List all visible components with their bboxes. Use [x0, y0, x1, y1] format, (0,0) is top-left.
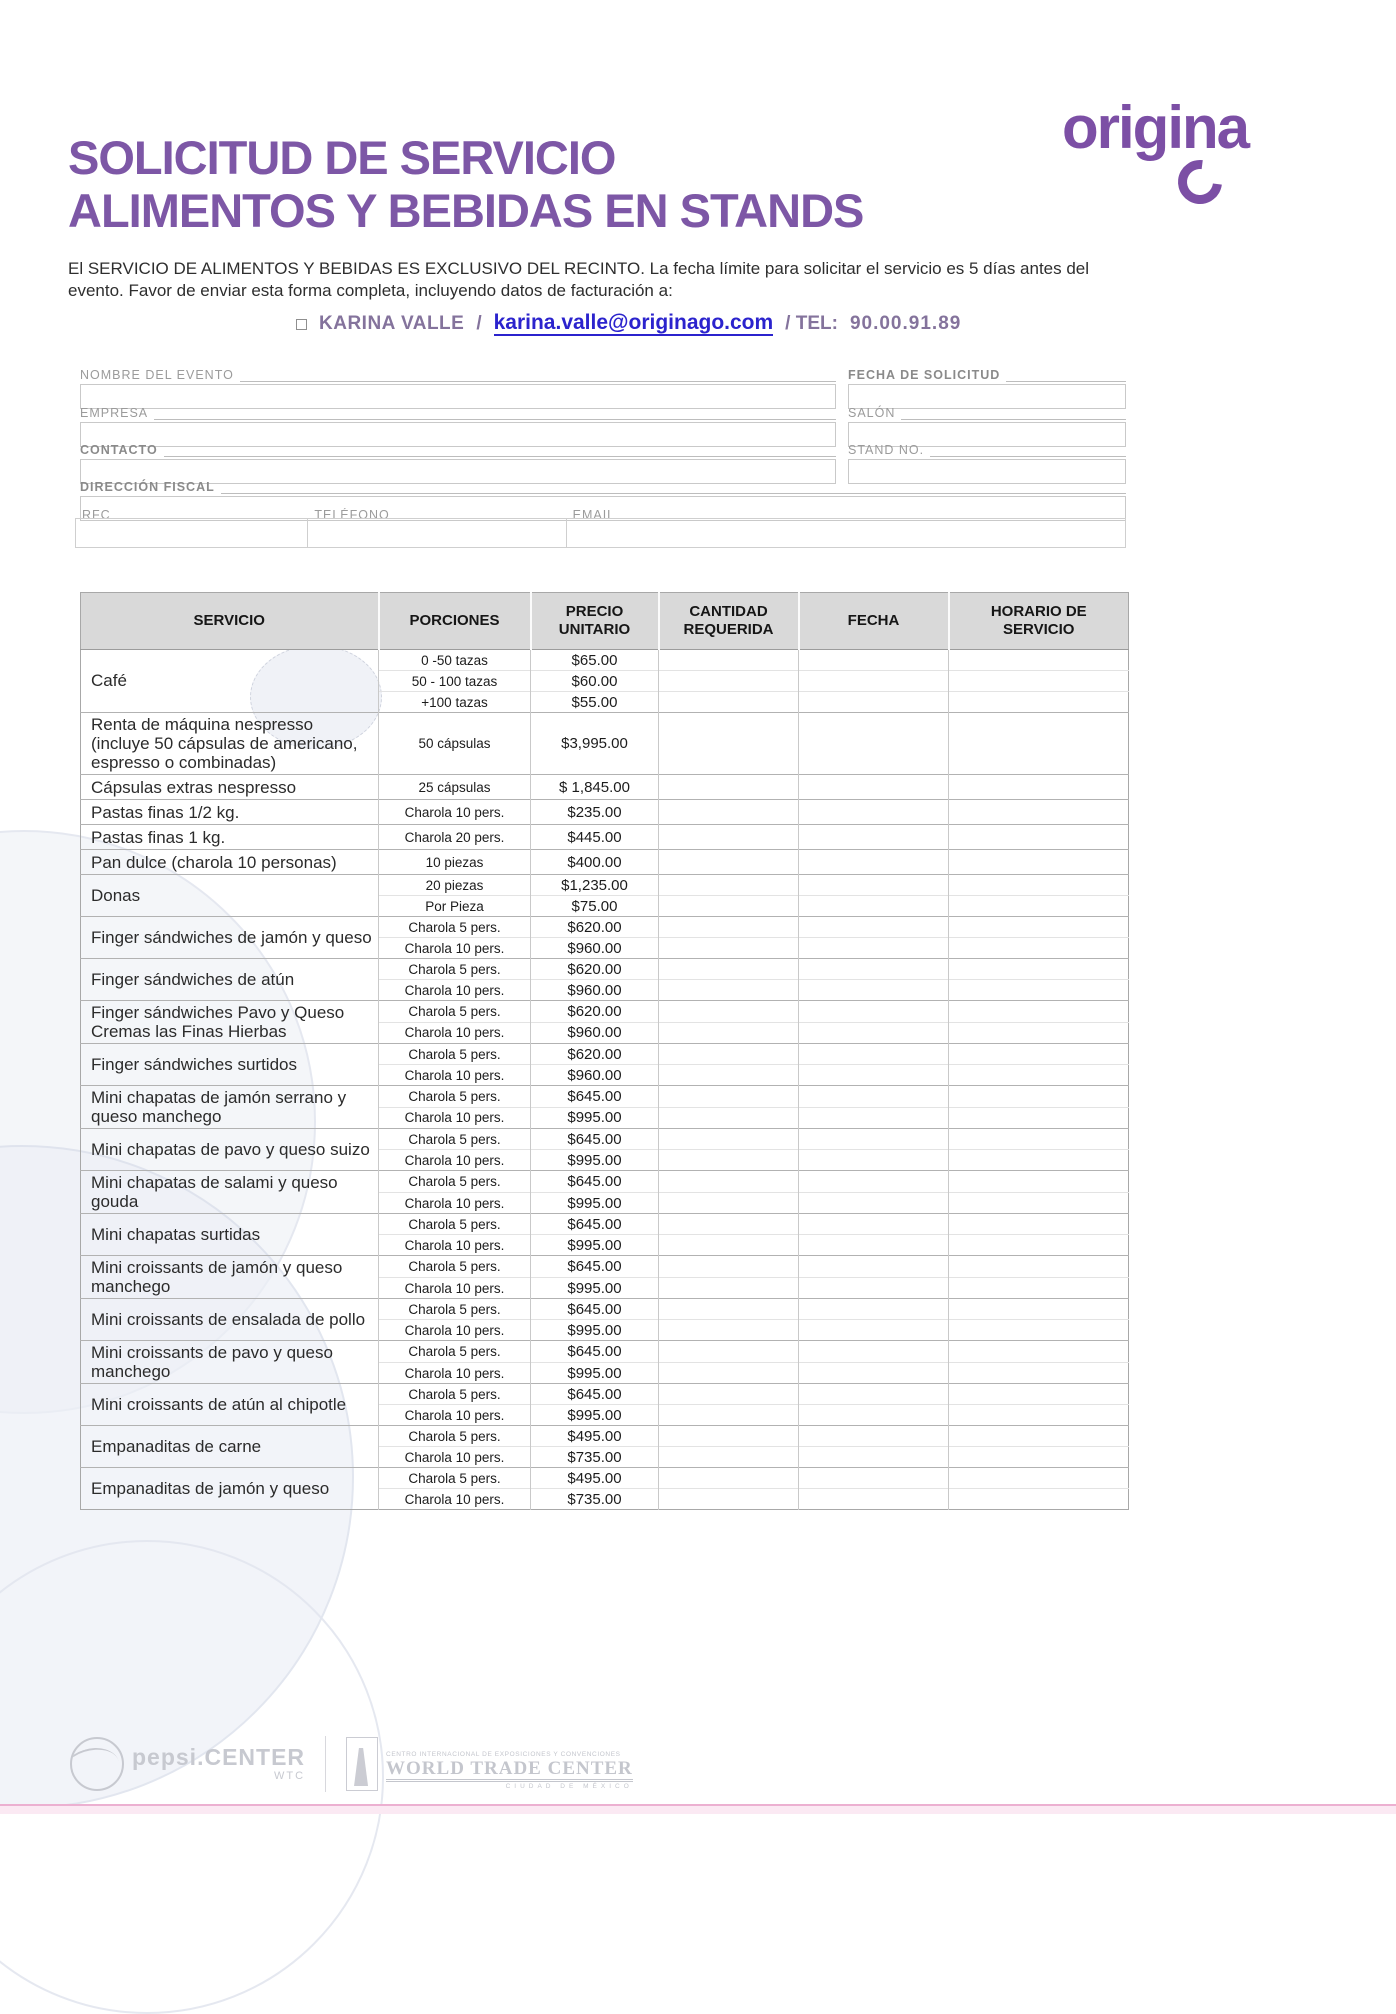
service-cell: Mini chapatas de pavo y queso suizo: [81, 1129, 379, 1171]
portion-cell: Charola 5 pers.: [379, 1426, 531, 1447]
date-cell[interactable]: [799, 959, 949, 980]
rfc-label: RFC: [82, 508, 111, 518]
pepsi-center-text: CENTER: [204, 1744, 306, 1770]
portion-cell: Charola 10 pers.: [379, 980, 531, 1001]
schedule-cell[interactable]: [949, 980, 1129, 1001]
table-row: [81, 850, 1129, 875]
price-cell: $645.00: [531, 1341, 659, 1363]
date-cell[interactable]: [799, 800, 949, 825]
portion-cell: Charola 10 pers.: [379, 1235, 531, 1256]
price-cell: $645.00: [531, 1086, 659, 1108]
portion-cell: Charola 10 pers.: [379, 938, 531, 959]
schedule-cell[interactable]: [949, 875, 1129, 896]
schedule-cell[interactable]: [949, 1489, 1129, 1510]
date-cell[interactable]: [799, 671, 949, 692]
portion-cell: 0 -50 tazas: [379, 650, 531, 671]
page-title-line1: SOLICITUD DE SERVICIO: [68, 131, 616, 184]
col-header-fecha: FECHA: [799, 593, 949, 650]
portion-cell: Charola 5 pers.: [379, 1341, 531, 1363]
service-cell: Mini croissants de jamón y queso manchego: [81, 1256, 379, 1299]
label-rule: [154, 409, 836, 420]
service-cell: Finger sándwiches surtidos: [81, 1044, 379, 1086]
date-cell[interactable]: [799, 1256, 949, 1278]
pepsi-globe-icon: [70, 1737, 124, 1791]
label-rule: [164, 446, 836, 457]
price-cell: $645.00: [531, 1129, 659, 1150]
empresa-label: EMPRESA: [80, 406, 149, 420]
col-header-cantidad-requerida: CANTIDAD REQUERIDA: [659, 593, 799, 650]
table-row: [81, 1468, 1129, 1489]
quantity-cell[interactable]: [659, 1235, 799, 1256]
col-header-horario-servicio: HORARIO DE SERVICIO: [949, 593, 1129, 650]
quantity-cell[interactable]: [659, 1001, 799, 1023]
date-cell[interactable]: [799, 825, 949, 850]
schedule-cell[interactable]: [949, 1320, 1129, 1341]
label-rule: [1006, 371, 1126, 382]
intro-text: El SERVICIO DE ALIMENTOS Y BEBIDAS ES EXCLUSIVO DEL RECINTO. La fecha límite para solicitar el servicio es 5 días antes del evento. Favor de enviar esta forma completa, incluyendo datos de facturación a:: [68, 259, 1090, 300]
pepsi-wtc-subtext: WTC: [273, 1770, 306, 1782]
date-cell[interactable]: [799, 1341, 949, 1363]
date-cell[interactable]: [799, 713, 949, 775]
service-cell: Finger sándwiches de jamón y queso: [81, 917, 379, 959]
field-empresa: [80, 406, 836, 447]
price-cell: $235.00: [531, 800, 659, 825]
service-cell: Renta de máquina nespresso (incluye 50 cápsulas de americano, espresso o combinadas): [81, 713, 379, 775]
quantity-cell[interactable]: [659, 825, 799, 850]
label-rule: [901, 409, 1126, 420]
date-cell[interactable]: [799, 650, 949, 671]
quantity-cell[interactable]: [659, 1129, 799, 1150]
price-cell: $495.00: [531, 1468, 659, 1489]
portion-cell: Charola 10 pers.: [379, 1150, 531, 1171]
portion-cell: Charola 10 pers.: [379, 1489, 531, 1510]
date-cell[interactable]: [799, 1320, 949, 1341]
quantity-cell[interactable]: [659, 1065, 799, 1086]
stand-no-label: STAND NO.: [848, 443, 925, 457]
pepsi-dot: .: [197, 1744, 205, 1770]
quantity-cell[interactable]: [659, 1468, 799, 1489]
table-row: [81, 875, 1129, 896]
price-cell: $735.00: [531, 1489, 659, 1510]
price-cell: $75.00: [531, 896, 659, 917]
portion-cell: Charola 10 pers.: [379, 1320, 531, 1341]
portion-cell: Charola 10 pers.: [379, 1362, 531, 1384]
contact-tel-label: / TEL:: [785, 313, 838, 334]
schedule-cell[interactable]: [949, 1065, 1129, 1086]
quantity-cell[interactable]: [659, 850, 799, 875]
schedule-cell[interactable]: [949, 1426, 1129, 1447]
price-cell: $995.00: [531, 1107, 659, 1129]
price-cell: $995.00: [531, 1362, 659, 1384]
portion-cell: Charola 10 pers.: [379, 1405, 531, 1426]
service-cell: Pan dulce (charola 10 personas): [81, 850, 379, 875]
schedule-cell[interactable]: [949, 1001, 1129, 1023]
date-cell[interactable]: [799, 980, 949, 1001]
schedule-cell[interactable]: [949, 1362, 1129, 1384]
quantity-cell[interactable]: [659, 959, 799, 980]
price-cell: $55.00: [531, 692, 659, 713]
date-cell[interactable]: [799, 1022, 949, 1044]
date-cell[interactable]: [799, 1044, 949, 1065]
table-row: [81, 1299, 1129, 1320]
quantity-cell[interactable]: [659, 1150, 799, 1171]
table-row: [81, 1044, 1129, 1065]
quantity-cell[interactable]: [659, 896, 799, 917]
table-row: [81, 1171, 1129, 1193]
portion-cell: 50 - 100 tazas: [379, 671, 531, 692]
email-label: EMAIL: [572, 508, 616, 518]
label-rule: [221, 483, 1126, 494]
portion-cell: Charola 10 pers.: [379, 1065, 531, 1086]
price-cell: $960.00: [531, 1022, 659, 1044]
service-cell: Pastas finas 1 kg.: [81, 825, 379, 850]
service-cell: Mini croissants de ensalada de pollo: [81, 1299, 379, 1341]
portion-cell: Charola 5 pers.: [379, 1086, 531, 1108]
date-cell[interactable]: [799, 938, 949, 959]
price-cell: $1,235.00: [531, 875, 659, 896]
quantity-cell[interactable]: [659, 1022, 799, 1044]
header-row: [81, 593, 1129, 650]
field-salon: [848, 406, 1126, 447]
schedule-cell[interactable]: [949, 1171, 1129, 1193]
table-row: [81, 1341, 1129, 1363]
services-table: [80, 592, 1129, 1510]
table-row: [81, 1384, 1129, 1405]
schedule-cell[interactable]: [949, 1468, 1129, 1489]
price-cell: $3,995.00: [531, 713, 659, 775]
price-cell: $995.00: [531, 1405, 659, 1426]
price-cell: $735.00: [531, 1447, 659, 1468]
portion-cell: Charola 5 pers.: [379, 1214, 531, 1235]
service-cell: Mini chapatas de salami y queso gouda: [81, 1171, 379, 1214]
table-head: [81, 593, 1129, 650]
price-cell: $645.00: [531, 1384, 659, 1405]
date-cell[interactable]: [799, 1065, 949, 1086]
table-row: [81, 775, 1129, 800]
quantity-cell[interactable]: [659, 1320, 799, 1341]
schedule-cell[interactable]: [949, 825, 1129, 850]
portion-cell: Charola 5 pers.: [379, 1256, 531, 1278]
price-cell: $445.00: [531, 825, 659, 850]
date-cell[interactable]: [799, 875, 949, 896]
portion-cell: Charola 10 pers.: [379, 1022, 531, 1044]
quantity-cell[interactable]: [659, 1362, 799, 1384]
date-cell[interactable]: [799, 1171, 949, 1193]
quantity-cell[interactable]: [659, 1107, 799, 1129]
service-cell: Finger sándwiches de atún: [81, 959, 379, 1001]
portion-cell: Charola 5 pers.: [379, 1299, 531, 1320]
date-cell[interactable]: [799, 692, 949, 713]
portion-cell: Charola 5 pers.: [379, 1129, 531, 1150]
date-cell[interactable]: [799, 1235, 949, 1256]
portion-cell: Charola 5 pers.: [379, 1171, 531, 1193]
portion-cell: Por Pieza: [379, 896, 531, 917]
quantity-cell[interactable]: [659, 980, 799, 1001]
service-cell: Finger sándwiches Pavo y Queso Cremas las Finas Hierbas: [81, 1001, 379, 1044]
footer: [70, 1736, 633, 1792]
schedule-cell[interactable]: [949, 1277, 1129, 1299]
table-row: [81, 1214, 1129, 1235]
quantity-cell[interactable]: [659, 1447, 799, 1468]
schedule-cell[interactable]: [949, 1299, 1129, 1320]
schedule-cell[interactable]: [949, 1256, 1129, 1278]
page-title: [68, 132, 863, 237]
field-stand-no: [848, 443, 1126, 484]
portion-cell: Charola 10 pers.: [379, 1447, 531, 1468]
wtc-sub-text: CIUDAD DE MÉXICO: [505, 1783, 633, 1791]
schedule-cell[interactable]: [949, 1235, 1129, 1256]
quantity-cell[interactable]: [659, 1341, 799, 1363]
quantity-cell[interactable]: [659, 1299, 799, 1320]
wtc-tower-icon: [346, 1737, 378, 1791]
price-cell: $960.00: [531, 938, 659, 959]
salon-label: SALÓN: [848, 406, 896, 420]
quantity-cell[interactable]: [659, 775, 799, 800]
schedule-cell[interactable]: [949, 917, 1129, 938]
table-row: [81, 959, 1129, 980]
quantity-cell[interactable]: [659, 1086, 799, 1108]
direccion-fiscal-label: DIRECCIÓN FISCAL: [80, 480, 215, 494]
service-cell: Mini chapatas de jamón serrano y queso manchego: [81, 1086, 379, 1129]
price-cell: $960.00: [531, 1065, 659, 1086]
field-fecha-solicitud: [848, 368, 1126, 409]
price-cell: $ 1,845.00: [531, 775, 659, 800]
date-cell[interactable]: [799, 1468, 949, 1489]
schedule-cell[interactable]: [949, 713, 1129, 775]
col-header-precio-unitario: PRECIO UNITARIO: [531, 593, 659, 650]
origina-logo: [1062, 94, 1302, 218]
schedule-cell[interactable]: [949, 650, 1129, 671]
contacto-label: CONTACTO: [80, 443, 158, 457]
schedule-cell[interactable]: [949, 1214, 1129, 1235]
price-cell: $995.00: [531, 1150, 659, 1171]
price-cell: $995.00: [531, 1235, 659, 1256]
price-cell: $65.00: [531, 650, 659, 671]
table-row: [81, 650, 1129, 671]
price-cell: $995.00: [531, 1277, 659, 1299]
wtc-top-text: CENTRO INTERNACIONAL DE EXPOSICIONES Y CONVENCIONES: [386, 1751, 621, 1759]
date-cell[interactable]: [799, 896, 949, 917]
date-cell[interactable]: [799, 917, 949, 938]
quantity-cell[interactable]: [659, 671, 799, 692]
price-cell: $60.00: [531, 671, 659, 692]
quantity-cell[interactable]: [659, 692, 799, 713]
bottom-pink-bar: [0, 1804, 1396, 1814]
portion-cell: Charola 5 pers.: [379, 1044, 531, 1065]
date-cell[interactable]: [799, 1447, 949, 1468]
date-cell[interactable]: [799, 1299, 949, 1320]
service-cell: Mini croissants de atún al chipotle: [81, 1384, 379, 1426]
checkbox-bullet-icon: [296, 319, 307, 330]
quantity-cell[interactable]: [659, 938, 799, 959]
quantity-cell[interactable]: [659, 1277, 799, 1299]
portion-cell: Charola 5 pers.: [379, 1384, 531, 1405]
contact-name: KARINA VALLE: [319, 313, 465, 334]
price-cell: $645.00: [531, 1214, 659, 1235]
table-row: [81, 825, 1129, 850]
quantity-cell[interactable]: [659, 875, 799, 896]
portion-cell: Charola 20 pers.: [379, 825, 531, 850]
contact-line: [296, 312, 961, 336]
quantity-cell[interactable]: [659, 1405, 799, 1426]
label-rule: [240, 371, 836, 382]
price-cell: $620.00: [531, 917, 659, 938]
date-cell[interactable]: [799, 850, 949, 875]
schedule-cell[interactable]: [949, 1341, 1129, 1363]
origina-logo-text: origina: [1062, 94, 1249, 161]
quantity-cell[interactable]: [659, 1192, 799, 1214]
portion-cell: 25 cápsulas: [379, 775, 531, 800]
schedule-cell[interactable]: [949, 896, 1129, 917]
date-cell[interactable]: [799, 1150, 949, 1171]
table-row: [81, 1001, 1129, 1023]
price-cell: $645.00: [531, 1299, 659, 1320]
schedule-cell[interactable]: [949, 1086, 1129, 1108]
quantity-cell[interactable]: [659, 1214, 799, 1235]
table-row: [81, 1256, 1129, 1278]
service-cell: Empanaditas de carne: [81, 1426, 379, 1468]
quantity-cell[interactable]: [659, 1384, 799, 1405]
schedule-cell[interactable]: [949, 775, 1129, 800]
table-row: [81, 800, 1129, 825]
date-cell[interactable]: [799, 1426, 949, 1447]
service-cell: Café: [81, 650, 379, 713]
schedule-cell[interactable]: [949, 1384, 1129, 1405]
price-cell: $995.00: [531, 1320, 659, 1341]
portion-cell: Charola 5 pers.: [379, 1468, 531, 1489]
contact-separator: /: [476, 313, 482, 334]
schedule-cell[interactable]: [949, 1405, 1129, 1426]
table-row: [81, 1426, 1129, 1447]
pepsi-brand-text: pepsi: [132, 1744, 198, 1770]
field-nombre-evento: [80, 368, 836, 409]
portion-cell: Charola 10 pers.: [379, 1192, 531, 1214]
price-cell: $400.00: [531, 850, 659, 875]
table-row: [81, 1086, 1129, 1108]
schedule-cell[interactable]: [949, 800, 1129, 825]
date-cell[interactable]: [799, 1192, 949, 1214]
service-cell: Cápsulas extras nespresso: [81, 775, 379, 800]
telefono-input[interactable]: [307, 508, 566, 548]
contact-phone: 90.00.91.89: [849, 313, 962, 334]
service-cell: Donas: [81, 875, 379, 917]
price-cell: $620.00: [531, 1001, 659, 1023]
schedule-cell[interactable]: [949, 1192, 1129, 1214]
price-cell: $645.00: [531, 1256, 659, 1278]
schedule-cell[interactable]: [949, 1107, 1129, 1129]
service-cell: Mini croissants de pavo y queso manchego: [81, 1341, 379, 1384]
date-cell[interactable]: [799, 1362, 949, 1384]
portion-cell: Charola 10 pers.: [379, 1107, 531, 1129]
quantity-cell[interactable]: [659, 1256, 799, 1278]
nombre-evento-label: NOMBRE DEL EVENTO: [80, 368, 234, 382]
col-header-porciones: PORCIONES: [379, 593, 531, 650]
date-cell[interactable]: [799, 1489, 949, 1510]
fecha-solicitud-label: FECHA DE SOLICITUD: [848, 368, 1001, 382]
date-cell[interactable]: [799, 1001, 949, 1023]
service-table-body: [81, 650, 1129, 1510]
pepsi-center-logo: [70, 1737, 305, 1791]
date-cell[interactable]: [799, 1277, 949, 1299]
date-cell[interactable]: [799, 1214, 949, 1235]
date-cell[interactable]: [799, 775, 949, 800]
quantity-cell[interactable]: [659, 1044, 799, 1065]
date-cell[interactable]: [799, 1384, 949, 1405]
table-row: [81, 713, 1129, 775]
quantity-cell[interactable]: [659, 713, 799, 775]
price-cell: $995.00: [531, 1192, 659, 1214]
service-cell: Mini chapatas surtidas: [81, 1214, 379, 1256]
schedule-cell[interactable]: [949, 1150, 1129, 1171]
quantity-cell[interactable]: [659, 800, 799, 825]
footer-divider: [325, 1736, 326, 1792]
field-row-rfc-tel-email: [76, 508, 1126, 548]
portion-cell: +100 tazas: [379, 692, 531, 713]
schedule-cell[interactable]: [949, 1129, 1129, 1150]
quantity-cell[interactable]: [659, 1171, 799, 1193]
portion-cell: Charola 5 pers.: [379, 959, 531, 980]
table-row: [81, 917, 1129, 938]
portion-cell: 10 piezas: [379, 850, 531, 875]
date-cell[interactable]: [799, 1405, 949, 1426]
table-row: [81, 1129, 1129, 1150]
price-cell: $495.00: [531, 1426, 659, 1447]
quantity-cell[interactable]: [659, 1426, 799, 1447]
schedule-cell[interactable]: [949, 959, 1129, 980]
service-cell: Empanaditas de jamón y queso: [81, 1468, 379, 1510]
portion-cell: Charola 10 pers.: [379, 800, 531, 825]
rfc-input[interactable]: [75, 508, 308, 548]
email-input[interactable]: [566, 508, 1126, 548]
schedule-cell[interactable]: [949, 850, 1129, 875]
schedule-cell[interactable]: [949, 1044, 1129, 1065]
quantity-cell[interactable]: [659, 917, 799, 938]
portion-cell: 20 piezas: [379, 875, 531, 896]
price-cell: $620.00: [531, 959, 659, 980]
telefono-label: TELÉFONO: [314, 508, 390, 518]
col-header-servicio: SERVICIO: [81, 593, 379, 650]
price-cell: $960.00: [531, 980, 659, 1001]
world-trade-center-logo: [346, 1737, 633, 1791]
date-cell[interactable]: [799, 1086, 949, 1108]
portion-cell: 50 cápsulas: [379, 713, 531, 775]
quantity-cell[interactable]: [659, 1489, 799, 1510]
service-cell: Pastas finas 1/2 kg.: [81, 800, 379, 825]
schedule-cell[interactable]: [949, 938, 1129, 959]
portion-cell: Charola 10 pers.: [379, 1277, 531, 1299]
portion-cell: Charola 5 pers.: [379, 917, 531, 938]
date-cell[interactable]: [799, 1129, 949, 1150]
schedule-cell[interactable]: [949, 671, 1129, 692]
label-rule: [930, 446, 1126, 457]
contact-email-link[interactable]: karina.valle@originago.com: [494, 312, 774, 336]
date-cell[interactable]: [799, 1107, 949, 1129]
portion-cell: Charola 5 pers.: [379, 1001, 531, 1023]
wtc-main-text: WORLD TRADE CENTER: [386, 1759, 633, 1782]
schedule-cell[interactable]: [949, 692, 1129, 713]
schedule-cell[interactable]: [949, 1022, 1129, 1044]
quantity-cell[interactable]: [659, 650, 799, 671]
price-cell: $645.00: [531, 1171, 659, 1193]
page-title-line2: ALIMENTOS Y BEBIDAS EN STANDS: [68, 183, 864, 237]
field-contacto: [80, 443, 836, 484]
schedule-cell[interactable]: [949, 1447, 1129, 1468]
price-cell: $620.00: [531, 1044, 659, 1065]
